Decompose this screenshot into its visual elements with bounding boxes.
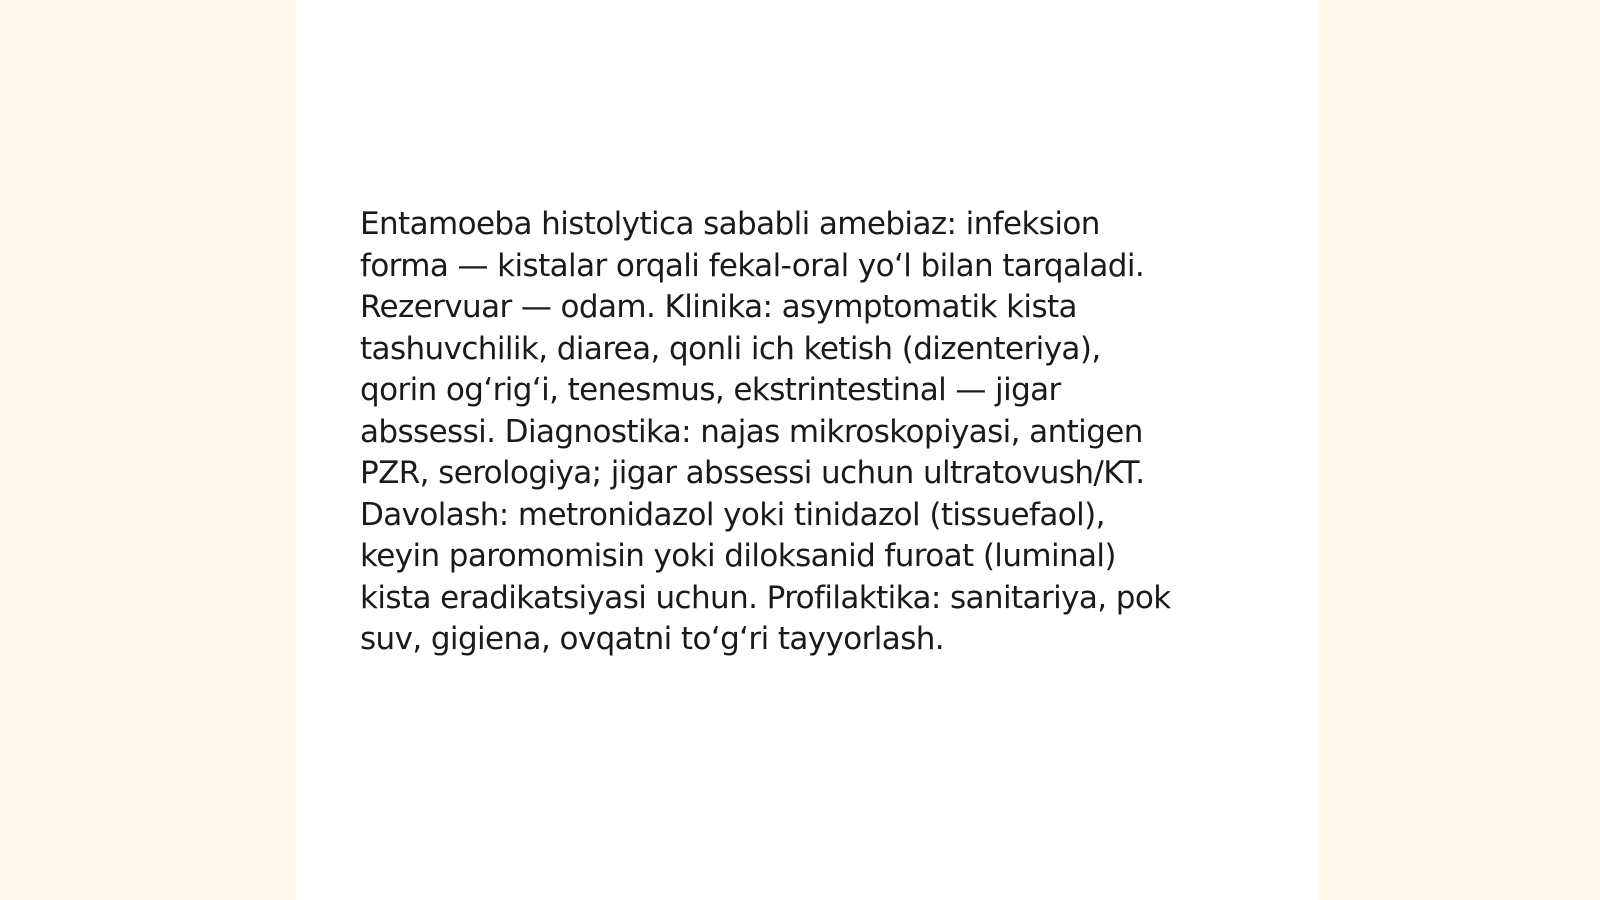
paragraph-line: PZR, serologiya; jigar abssessi uchun ultratovush/KT. (360, 455, 1145, 491)
paragraph-line: kista eradikatsiyasi uchun. Profilaktika: sanitariya, pok (360, 579, 1171, 616)
paragraph-line: qorin ogʻrigʻi, tenesmus, ekstrintestinal — jigar (360, 372, 1061, 408)
paragraph-line: Entamoeba histolytica sababli amebiaz: infeksion (360, 206, 1100, 242)
paragraph-line: forma — kistalar orqali fekal-oral yoʻl bilan tarqaladi. (360, 247, 1145, 284)
paragraph-line: Davolash: metronidazol yoki tinidazol (tissuefaol), (360, 496, 1105, 533)
paragraph-line: Rezervuar — odam. Klinika: asymptomatik kista (360, 289, 1077, 325)
document-page (296, 0, 1318, 900)
paragraph-line: tashuvchilik, diarea, qonli ich ketish (dizenteriya), (360, 330, 1101, 367)
body-paragraph (360, 204, 1260, 661)
paragraph-line: abssessi. Diagnostika: najas mikroskopiyasi, antigen (360, 413, 1143, 450)
paragraph-line: suv, gigiena, ovqatni toʻgʻri tayyorlash. (360, 621, 945, 657)
paragraph-line: keyin paromomisin yoki diloksanid furoat (luminal) (360, 538, 1116, 574)
